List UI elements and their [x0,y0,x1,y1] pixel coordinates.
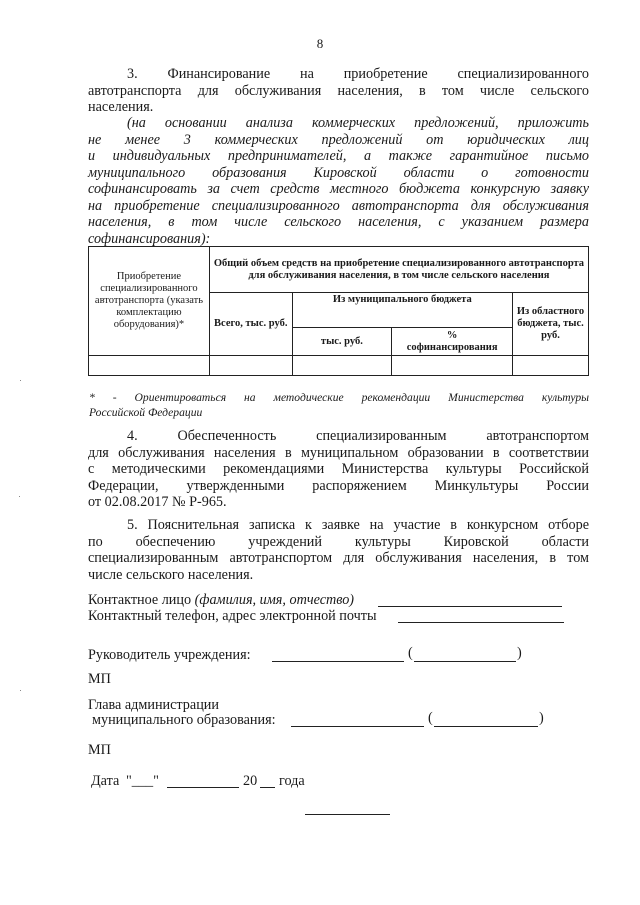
contact-phone-row [88,608,377,625]
head-admin-line-1: Глава администрации [88,697,219,713]
municipal-budget-header: Из муниципального бюджета [292,293,512,328]
date-year-suffix: года [279,773,305,789]
section-4-line: 4. Обеспеченность специализированным автотранспортом [127,428,589,444]
date-year-prefix: 20 [243,773,258,789]
section-5-line: числе сельского населения. [88,566,254,583]
section-5-line: 5. Пояснительная записка к заявке на участие в конкурсном отборе [127,517,589,533]
instruction-line: на приобретение специализированного автотранспорта для обслуживания [88,197,589,214]
head-institution-paren-open: ( [408,645,413,661]
percent-sign: % [446,329,458,341]
contact-person-blank [378,606,562,607]
seal-mark-2: МП [88,742,111,758]
head-institution-paren-close: ) [517,645,522,661]
seal-mark-1: МП [88,671,111,687]
head-admin-paren-open: ( [428,710,433,726]
total-funds-header: Общий объем средств на приобретение специализированного автотранспорта для обслуживания населения, в том числе сельского населения [209,247,588,293]
head-institution-name-blank [414,661,516,662]
instruction-line: софинансирования): [88,230,211,247]
financing-table [88,246,589,376]
instruction-line: софинансировать за счет средств местного бюджета конкурсную заявку [88,181,589,197]
contact-person-hint: (фамилия, имя, отчество) [194,592,355,608]
regional-budget-header: Из областного бюджета, тыс. руб. [513,293,589,356]
contact-phone-label: Контактный телефон, адрес электронной почты [88,608,377,624]
section-4-line: с методическими рекомендациями Министерства культуры Российской [88,461,589,477]
head-institution-label: Руководитель учреждения: [88,647,251,663]
instruction-line: (на основании анализа коммерческих предложений, приложить [127,115,589,131]
total-thousand-header: Всего, тыс. руб. [209,293,292,356]
section-3-line: населения. [88,99,154,115]
section-5-line: специализированным автотранспортом для обслуживания населения, в том [88,550,589,566]
section-3-instructions [88,115,589,247]
head-institution-signature-blank [272,661,404,662]
date-month-blank [167,787,239,788]
closing-rule [305,814,390,815]
contact-person-row [88,592,354,609]
table-cell-empty [513,356,589,376]
municipal-percent-header [392,328,513,356]
cofinancing-label: софинансирования [406,341,498,353]
instruction-line: не менее 3 коммерческих предложений от юридических лиц [88,131,589,148]
table-cell-empty [89,356,210,376]
instruction-line: и индивидуальных предпринимателей, а также гарантийное письмо [88,148,589,164]
col-vehicle-header: Приобретение специализированного автотранспорта (указать комплектацию оборудования)* [89,247,210,356]
head-admin-paren-close: ) [539,710,544,726]
section-5-text [88,517,589,583]
contact-phone-blank [398,622,564,623]
footnote-line: * - Ориентироваться на методические рекомендации Министерства культуры [89,391,589,404]
scan-mark [20,380,21,381]
table-cell-empty [292,356,392,376]
section-4-line: Федерации, утвержденными распоряжением Минкультуры России [88,477,589,494]
head-admin-line-2: муниципального образования: [92,712,276,728]
date-day-blank: "___" [126,773,159,789]
page-number: 8 [316,36,324,51]
municipal-thousand-header: тыс. руб. [292,328,392,356]
head-admin-name-blank [434,726,538,727]
footnote-line: Российской Федерации [89,406,203,419]
instruction-line: населения, в том числе сельского населения, с указанием размера [88,214,589,230]
scan-mark [19,496,20,497]
head-institution-row [88,647,251,664]
section-3-line: 3. Финансирование на приобретение специализированного [127,66,589,82]
section-4-text [88,428,589,511]
scan-mark [20,690,21,691]
instruction-line: муниципального образования Кировской области о готовности [88,164,589,181]
date-year-blank [260,787,275,788]
section-4-line: от 02.08.2017 № Р-965. [88,494,227,510]
table-footnote [89,390,589,420]
section-4-line: для обслуживания населения в муниципальном образовании в соответствии [88,444,589,461]
section-3-text [88,66,589,116]
contact-person-label: Контактное лицо [88,592,192,608]
table-cell-empty [209,356,292,376]
section-3-line: автотранспорта для обслуживания населения, в том числе сельского [88,82,589,99]
date-label: Дата [91,773,120,789]
head-admin-signature-blank [291,726,424,727]
table-cell-empty [392,356,513,376]
section-5-line: по обеспечению учреждений культуры Кировской области [88,533,589,550]
